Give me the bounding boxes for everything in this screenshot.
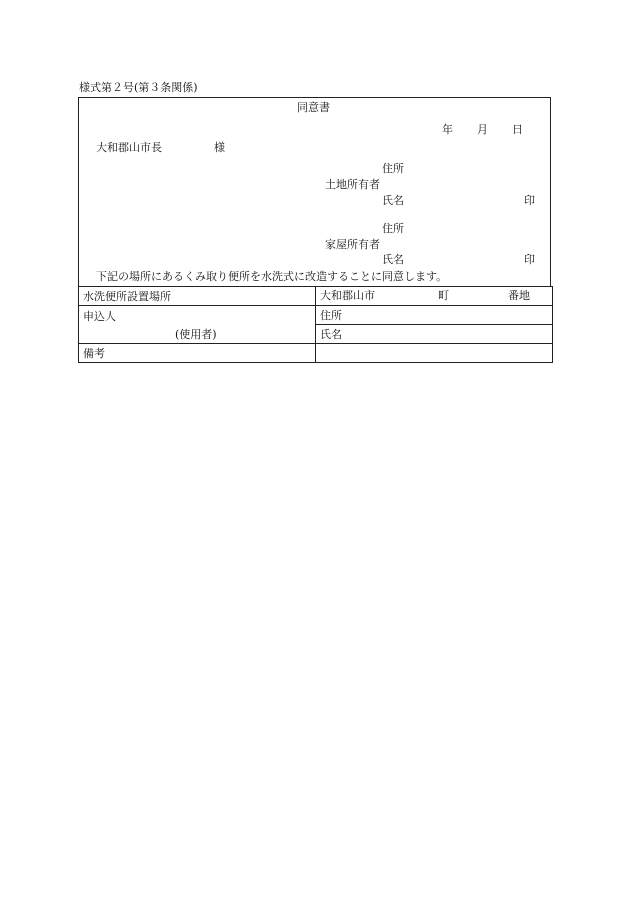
- land-owner-role: 土地所有者: [325, 178, 380, 191]
- document-title: 同意書: [297, 101, 330, 114]
- applicant-cell: [79, 306, 316, 344]
- consent-section: [78, 97, 551, 286]
- remarks-label: 備考: [79, 344, 316, 363]
- table-row: [79, 344, 553, 363]
- table-row: [79, 306, 553, 325]
- applicant-name-field[interactable]: [316, 325, 553, 344]
- date-year-label: 年: [442, 123, 453, 136]
- land-owner-name-label: 氏名: [382, 194, 404, 207]
- applicant-label: 申込人: [83, 310, 116, 323]
- addressee: 大和郡山市長: [96, 141, 162, 154]
- applicant-sub-label: (使用者): [175, 328, 217, 341]
- location-value[interactable]: [316, 287, 553, 306]
- honorific: 様: [214, 141, 225, 154]
- date-month-label: 月: [477, 123, 488, 136]
- house-owner-role: 家屋所有者: [325, 238, 380, 251]
- location-city: 大和郡山市: [320, 289, 375, 302]
- house-owner-seal: 印: [524, 253, 535, 266]
- applicant-address-label: 住所: [320, 308, 342, 322]
- location-lot: 番地: [508, 289, 530, 302]
- house-owner-name-label: 氏名: [382, 253, 404, 266]
- land-owner-address-label: 住所: [382, 162, 404, 175]
- applicant-name-label: 氏名: [320, 327, 342, 341]
- date-day-label: 日: [512, 123, 523, 136]
- location-label: 水洗便所設置場所: [79, 287, 316, 306]
- land-owner-seal: 印: [524, 194, 535, 207]
- info-table: [78, 286, 553, 363]
- location-town: 町: [438, 289, 449, 302]
- applicant-address-field[interactable]: [316, 306, 553, 325]
- consent-statement: 下記の場所にあるくみ取り便所を水洗式に改造することに同意します。: [96, 270, 448, 283]
- remarks-field[interactable]: [316, 344, 553, 363]
- house-owner-address-label: 住所: [382, 222, 404, 235]
- form-number: 様式第２号(第３条関係): [79, 81, 198, 94]
- table-row: [79, 287, 553, 306]
